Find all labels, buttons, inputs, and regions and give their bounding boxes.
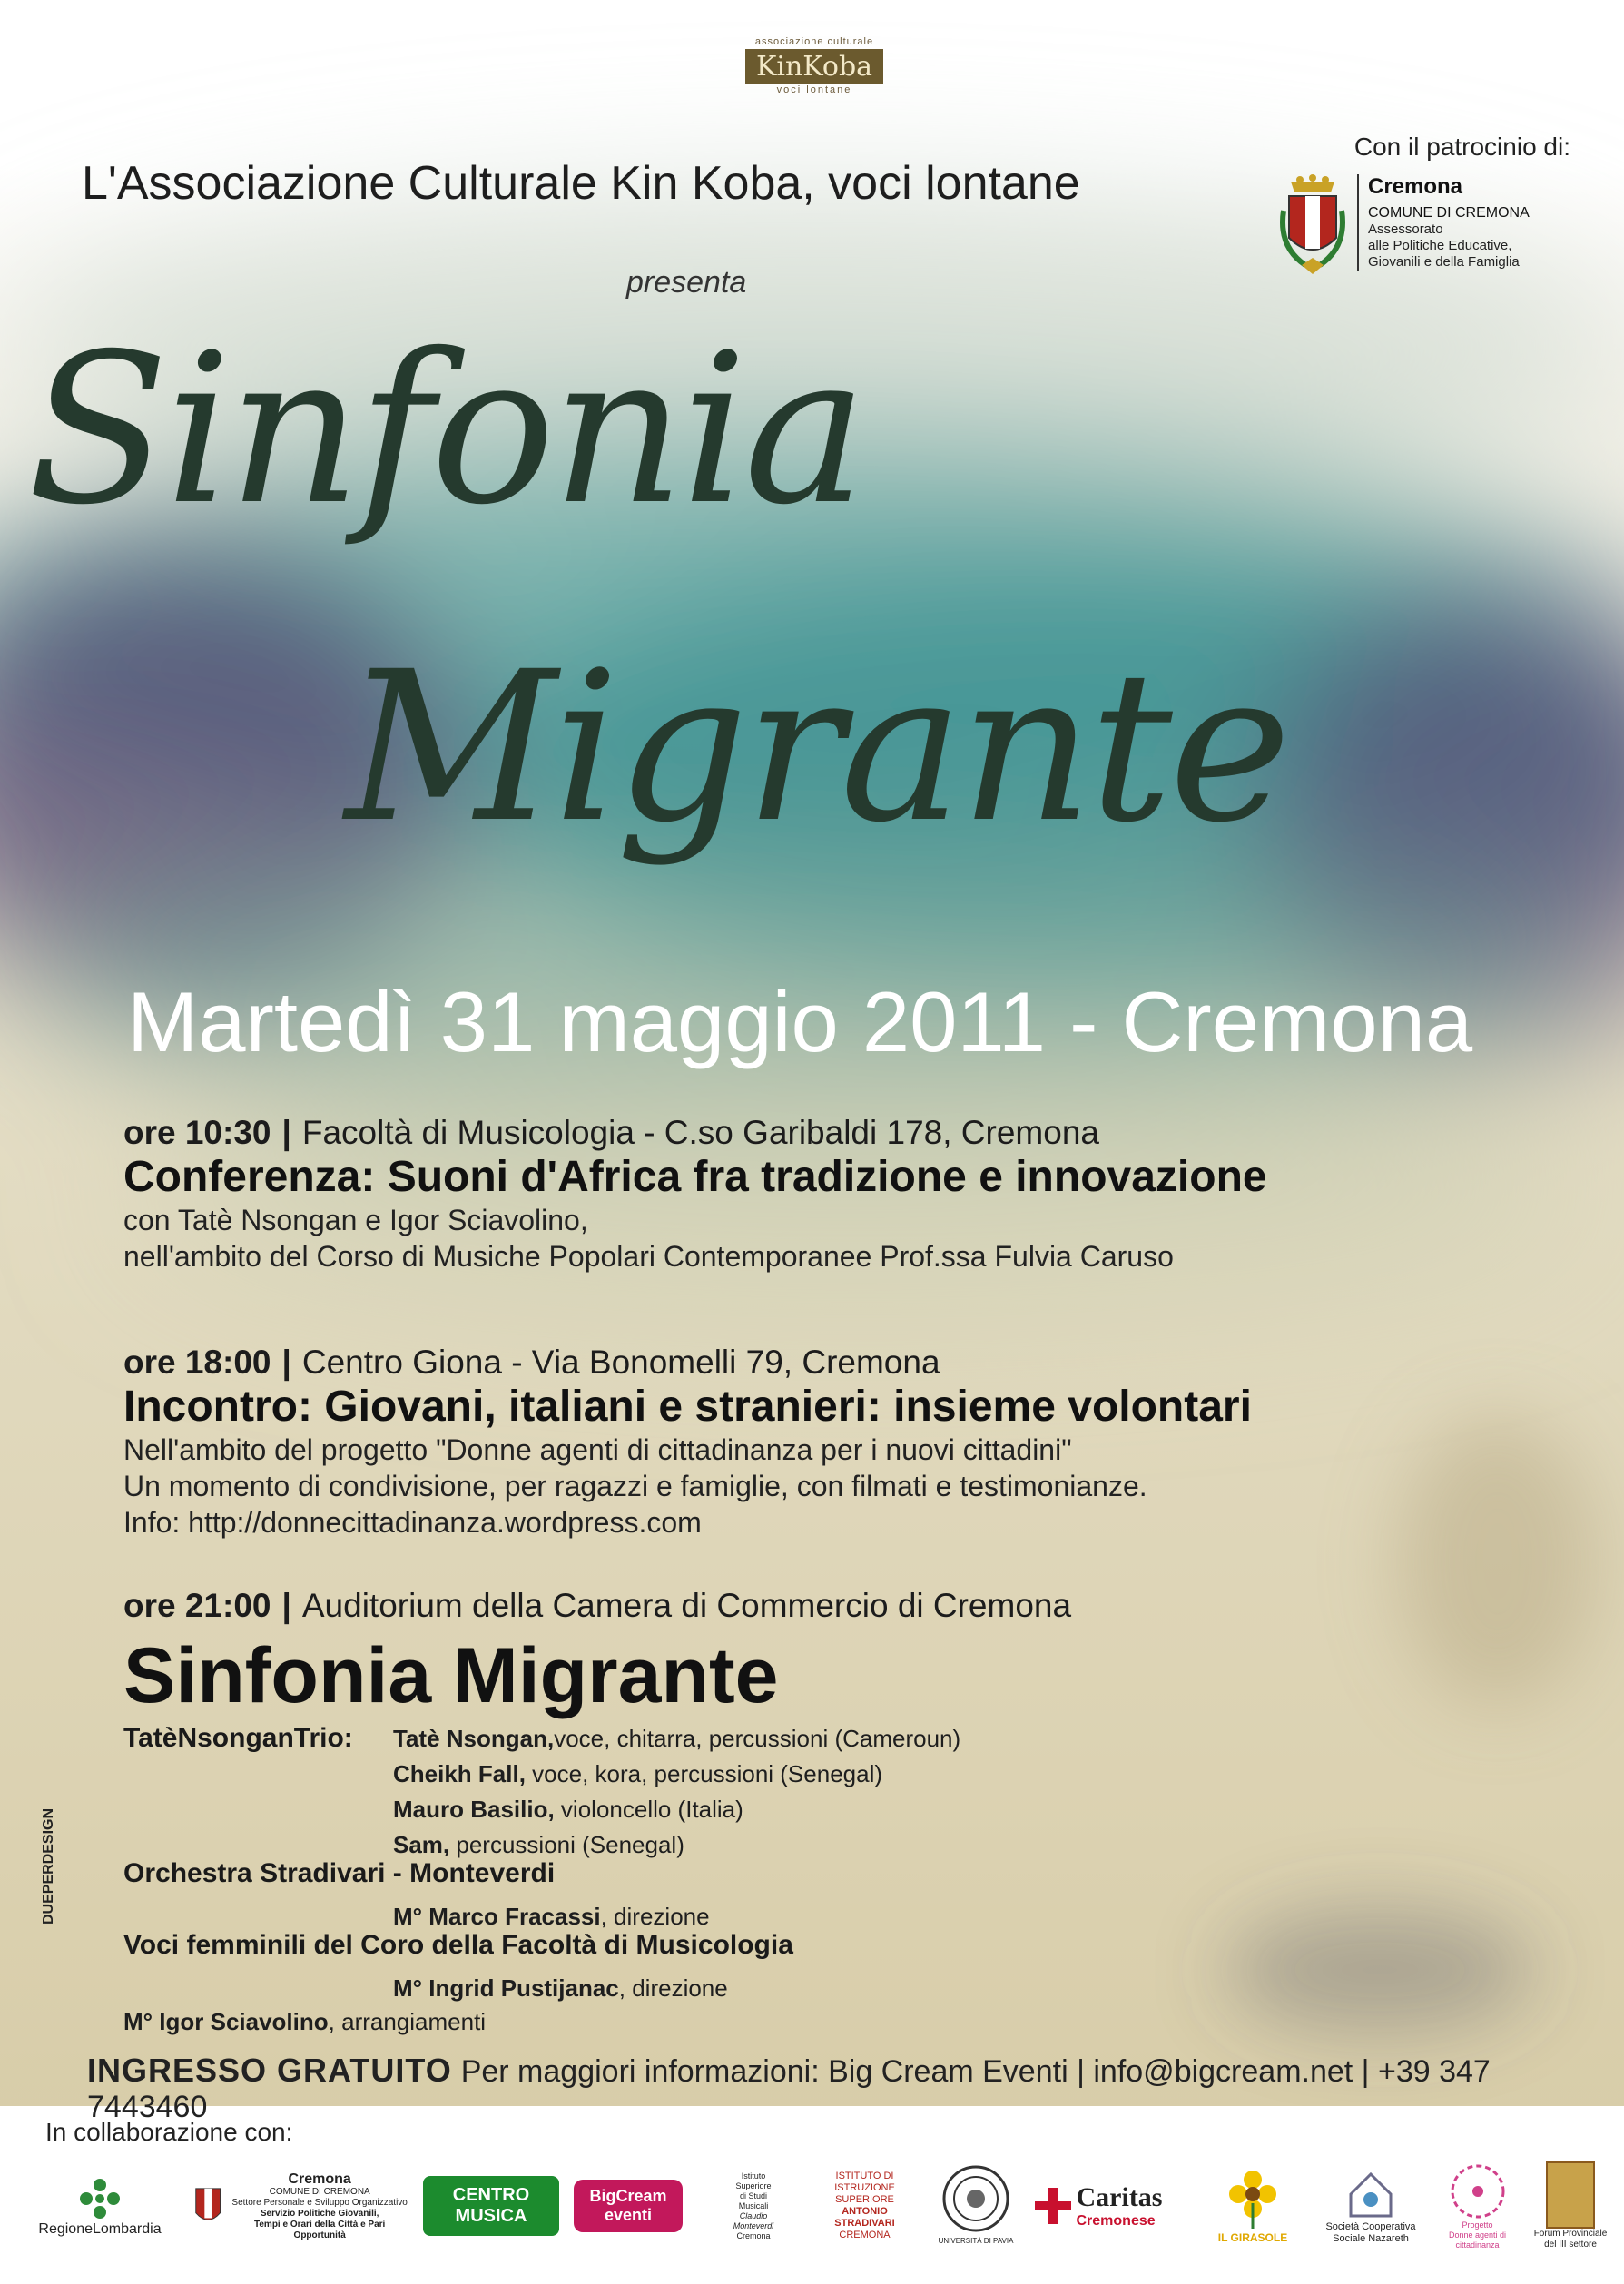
project-circle-icon [1449, 2162, 1507, 2220]
arranger-line [123, 2008, 486, 2036]
partner-label: Cremona [288, 2171, 351, 2187]
choir-director [393, 1974, 728, 2003]
partner-line: Forum Provinciale [1533, 2229, 1608, 2239]
partner-line: di Studi [739, 2190, 768, 2200]
partner-comune-cremona [191, 2147, 408, 2265]
partner-cooperativa-nazareth [1316, 2147, 1425, 2265]
presenta-text: presenta [626, 265, 747, 300]
session-time-place: ore 18:00 | Centro Giona - Via Bonomelli 79, Cremona [123, 1344, 940, 1381]
sunflower-icon [1221, 2167, 1284, 2230]
session-place: Auditorium della Camera di Commercio di Cremona [301, 1587, 1072, 1624]
lombardia-rose-icon [77, 2176, 123, 2221]
session-time-place: ore 10:30 | Facoltà di Musicologia - C.so Garibaldi 178, Cremona [123, 1114, 1099, 1151]
performer-name: Sam, [393, 1831, 450, 1858]
session-headline: Conferenza: Suoni d'Africa fra tradizione e innovazione [123, 1153, 1267, 1201]
performer-line [393, 1796, 743, 1824]
partner-line: STRADIVARI [834, 2218, 895, 2229]
partner-label: IL GIRASOLE [1217, 2230, 1288, 2244]
patronage-line: alle Politiche Educative, [1368, 238, 1512, 253]
performer-line [393, 1760, 882, 1788]
partner-line: COMUNE DI CREMONA [269, 2186, 370, 2197]
partner-line: UNIVERSITÀ DI PAVIA [938, 2236, 1014, 2245]
director-role: , direzione [618, 1974, 728, 2002]
partner-label: RegioneLombardia [38, 2220, 162, 2237]
partner-regione-lombardia [27, 2147, 172, 2265]
main-title-line2: Migrante [345, 626, 1288, 868]
session-description [123, 1202, 1576, 1275]
main-title-line1: Sinfonia [27, 309, 864, 550]
partner-line: Società Cooperativa [1325, 2221, 1416, 2232]
director-name: M° Ingrid Pustijanac [393, 1974, 619, 2002]
description-line: Info: http://donnecittadinanza.wordpress.com [123, 1506, 702, 1539]
session-place: Centro Giona - Via Bonomelli 79, Cremona [301, 1344, 940, 1381]
partner-line: ISTITUTO DI [835, 2171, 894, 2181]
caritas-text [1077, 2182, 1163, 2230]
partner-line: Monteverdi [733, 2220, 774, 2230]
partner-forum-terzo-settore [1525, 2147, 1616, 2265]
cremona-crest-icon [1278, 174, 1347, 281]
performer-role: voce, chitarra, percussioni (Cameroun) [554, 1725, 961, 1752]
partner-line: Claudio [739, 2210, 768, 2220]
session-morning [123, 1114, 1576, 1275]
description-line: con Tatè Nsongan e Igor Sciavolino, [123, 1204, 588, 1236]
session-description [123, 1432, 1576, 1541]
session-time: ore 10:30 [123, 1114, 271, 1151]
partner-donne-cittadinanza [1430, 2147, 1525, 2265]
kinkoba-logo [728, 36, 901, 118]
partner-label: Caritas [1076, 2182, 1163, 2212]
partner-line: del III settore [1544, 2240, 1597, 2250]
arranger-role: , arrangiamenti [328, 2008, 487, 2035]
logo-small-text: associazione culturale [754, 36, 874, 47]
partner-line: Progetto [1462, 2220, 1493, 2230]
session-time: ore 21:00 [123, 1587, 271, 1624]
caritas-cross-icon [1035, 2188, 1071, 2224]
comune-text [231, 2171, 408, 2241]
performer-role: violoncello (Italia) [554, 1796, 743, 1823]
partner-caritas [1030, 2147, 1166, 2265]
description-line: Un momento di condivisione, per ragazzi e famiglie, con filmati e testimonianze. [123, 1470, 1147, 1502]
partner-line: Tempi e Orari della Città e Pari Opportunità [254, 2219, 386, 2240]
partner-sub: Cremonese [1076, 2213, 1156, 2229]
partner-line: Istituto [741, 2171, 766, 2181]
side-credit-text: DUEPERDESIGN [41, 1807, 56, 1925]
partner-line: Donne agenti di cittadinanza [1448, 2230, 1507, 2250]
partner-label: BigCream eventi [574, 2180, 683, 2232]
arranger-name: M° Igor Sciavolino [123, 2008, 329, 2035]
partner-line: Settore Personale e Sviluppo Organizzativo [231, 2197, 408, 2208]
orchestra-director [393, 1903, 710, 1931]
partner-line: Musicali [738, 2200, 769, 2210]
partner-universita-pavia [930, 2147, 1021, 2265]
performer-name: Cheikh Fall, [393, 1760, 526, 1787]
free-entry-label: INGRESSO GRATUITO [87, 2052, 452, 2089]
performer-line [393, 1725, 960, 1753]
patronage-comune: COMUNE DI CREMONA [1368, 202, 1577, 222]
partner-istituto-monteverdi [708, 2147, 799, 2265]
patronage-line: Assessorato [1368, 222, 1443, 237]
performer-role: voce, kora, percussioni (Senegal) [525, 1760, 883, 1787]
collaboration-label: In collaborazione con: [45, 2118, 293, 2146]
director-name: M° Marco Fracassi [393, 1903, 601, 1930]
patronage-line: Giovanili e della Famiglia [1368, 254, 1520, 270]
event-date: Martedì 31 maggio 2011 - Cremona [127, 974, 1473, 1069]
session-headline: Incontro: Giovani, italiani e stranieri: insieme volontari [123, 1383, 1252, 1431]
description-line: nell'ambito del Corso di Musiche Popolari Contemporanee Prof.ssa Fulvia Caruso [123, 1240, 1174, 1273]
concert-title: Sinfonia Migrante [123, 1632, 779, 1719]
session-time: ore 18:00 [123, 1344, 271, 1381]
performer-name: Mauro Basilio, [393, 1796, 555, 1823]
comune-block [191, 2171, 408, 2241]
partner-line: Superiore [735, 2181, 772, 2190]
session-place: Facoltà di Musicologia - C.so Garibaldi 178, Cremona [301, 1114, 1099, 1151]
patronage-label: Con il patrocinio di: [1353, 133, 1570, 161]
partner-istituto-stradivari [812, 2147, 917, 2265]
partner-line: ANTONIO [842, 2206, 888, 2217]
trio-label: TatèNsonganTrio: [123, 1723, 353, 1753]
director-role: , direzione [600, 1903, 710, 1930]
organizer-line: L'Associazione Culturale Kin Koba, voci lontane [82, 157, 1080, 210]
session-evening [123, 1587, 1576, 1625]
cremona-patronage-box [1357, 174, 1577, 271]
partner-line: CREMONA [839, 2230, 891, 2240]
partner-il-girasole [1198, 2147, 1307, 2265]
choir-name: Voci femminili del Coro della Facoltà di Musicologia [123, 1930, 793, 1960]
partner-line: SUPERIORE [835, 2194, 894, 2205]
free-entry-line [87, 2052, 1612, 2125]
university-seal-icon [941, 2164, 1010, 2233]
cooperative-house-icon [1343, 2167, 1398, 2221]
performer-name: Tatè Nsongan, [393, 1725, 555, 1752]
logo-name: KinKoba [745, 49, 883, 84]
session-afternoon [123, 1344, 1576, 1541]
description-line: Nell'ambito del progetto "Donne agenti di cittadinanza per i nuovi cittadini" [123, 1433, 1072, 1466]
partner-centro-musica [423, 2147, 559, 2265]
partner-label: CENTRO MUSICA [423, 2176, 559, 2236]
patronage-city: Cremona [1368, 174, 1463, 199]
partner-line: Sociale Nazareth [1333, 2233, 1409, 2244]
partner-line: Servizio Politiche Giovanili, [260, 2208, 379, 2219]
performer-role: percussioni (Senegal) [449, 1831, 684, 1858]
orchestra-name: Orchestra Stradivari - Monteverdi [123, 1858, 556, 1888]
forum-logo-block [1546, 2161, 1595, 2229]
logo-tagline: voci lontane [776, 84, 852, 95]
partner-bigcream [574, 2147, 683, 2265]
info-contacts: Per maggiori informazioni: Big Cream Eventi | info@bigcream.net | +39 347 7443460 [87, 2054, 1491, 2124]
designer-credit [27, 1770, 64, 1934]
partner-line: ISTRUZIONE [834, 2182, 895, 2193]
session-time-place: ore 21:00 | Auditorium della Camera di Commercio di Cremona [123, 1587, 1072, 1624]
performer-line [393, 1831, 684, 1859]
partner-line: Cremona [736, 2230, 771, 2240]
cremona-crest-small-icon [191, 2179, 225, 2233]
